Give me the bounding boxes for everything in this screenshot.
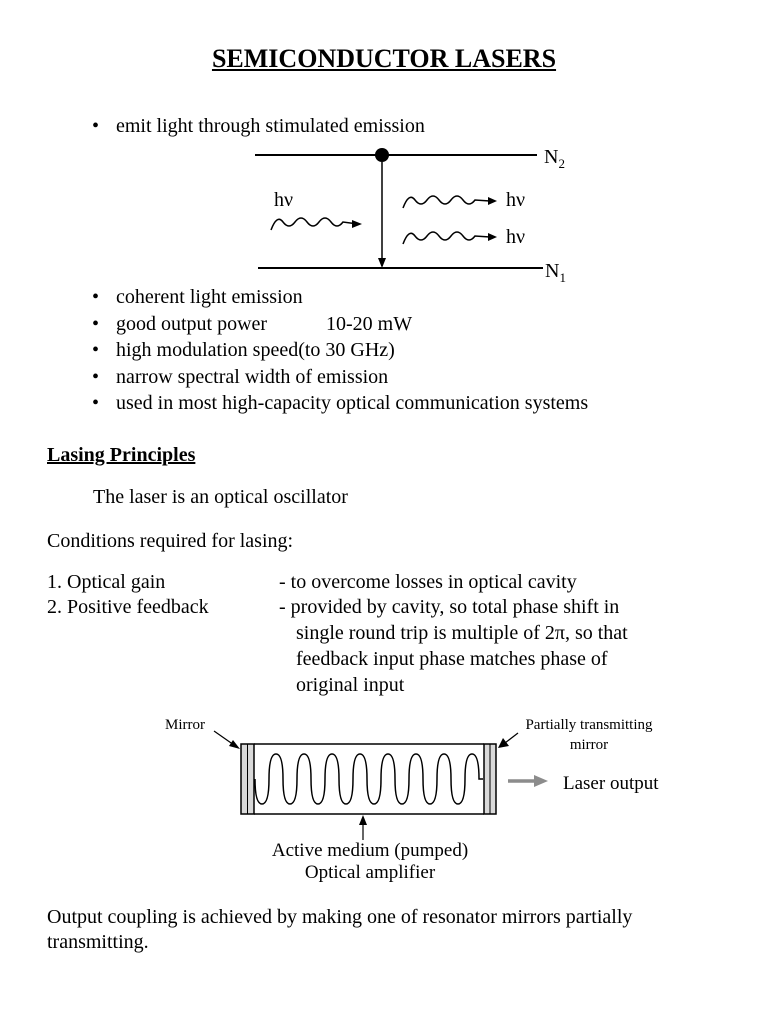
partial-mirror-pointer — [505, 733, 518, 743]
emitted-photon-label: hν — [506, 226, 526, 248]
list-item: • emit light through stimulated emission — [92, 113, 425, 140]
incident-photon-label: hν — [274, 189, 294, 211]
footer-text: transmitting. — [47, 931, 149, 953]
speed-value: (to 30 GHz) — [298, 339, 395, 361]
condition-desc: single round trip is multiple of 2π, so that — [296, 622, 628, 644]
list-item: • good output power 10-20 mW — [92, 311, 588, 338]
footer-text: Output coupling is achieved by making one of resonator mirrors partially — [47, 906, 633, 928]
laser-output-label: Laser output — [563, 773, 659, 794]
mirror-pointer — [214, 731, 234, 745]
upper-level-label: $N_2$ — [544, 146, 565, 171]
section-heading: Lasing Principles — [47, 444, 196, 466]
active-medium-label: Active medium (pumped) — [271, 840, 469, 861]
standing-wave — [255, 754, 483, 804]
list-item: • narrow spectral width of emission — [92, 364, 588, 391]
medium-pointer-head — [359, 815, 367, 825]
list-item: • high modulation speed(to 30 GHz) — [92, 337, 588, 364]
emitted-photon-label: hν — [506, 189, 526, 211]
intro-text: The laser is an optical oscillator — [93, 486, 348, 508]
mirror-label: Mirror — [165, 717, 205, 733]
condition-name: 1. Optical gain — [47, 571, 166, 593]
condition-desc: original input — [296, 674, 405, 696]
lower-level-label: $N_1$ — [545, 260, 566, 285]
page-title: SEMICONDUCTOR LASERS — [211, 44, 557, 73]
condition-desc: - to overcome losses in optical cavity — [279, 571, 577, 593]
output-arrowhead — [534, 775, 548, 787]
conditions-label: Conditions required for lasing: — [47, 530, 294, 552]
power-value: 10-20 mW — [326, 312, 413, 335]
condition-desc: feedback input phase matches phase of — [296, 648, 608, 670]
condition-desc: - provided by cavity, so total phase shift in — [279, 596, 620, 618]
partial-mirror-label: Partially transmitting — [525, 717, 653, 733]
partial-mirror-label: mirror — [569, 737, 609, 753]
list-item: • coherent light emission — [92, 284, 588, 311]
amplifier-label: Optical amplifier — [304, 862, 436, 883]
list-item: • used in most high-capacity optical communication systems — [92, 390, 588, 417]
condition-name: 2. Positive feedback — [47, 596, 209, 618]
